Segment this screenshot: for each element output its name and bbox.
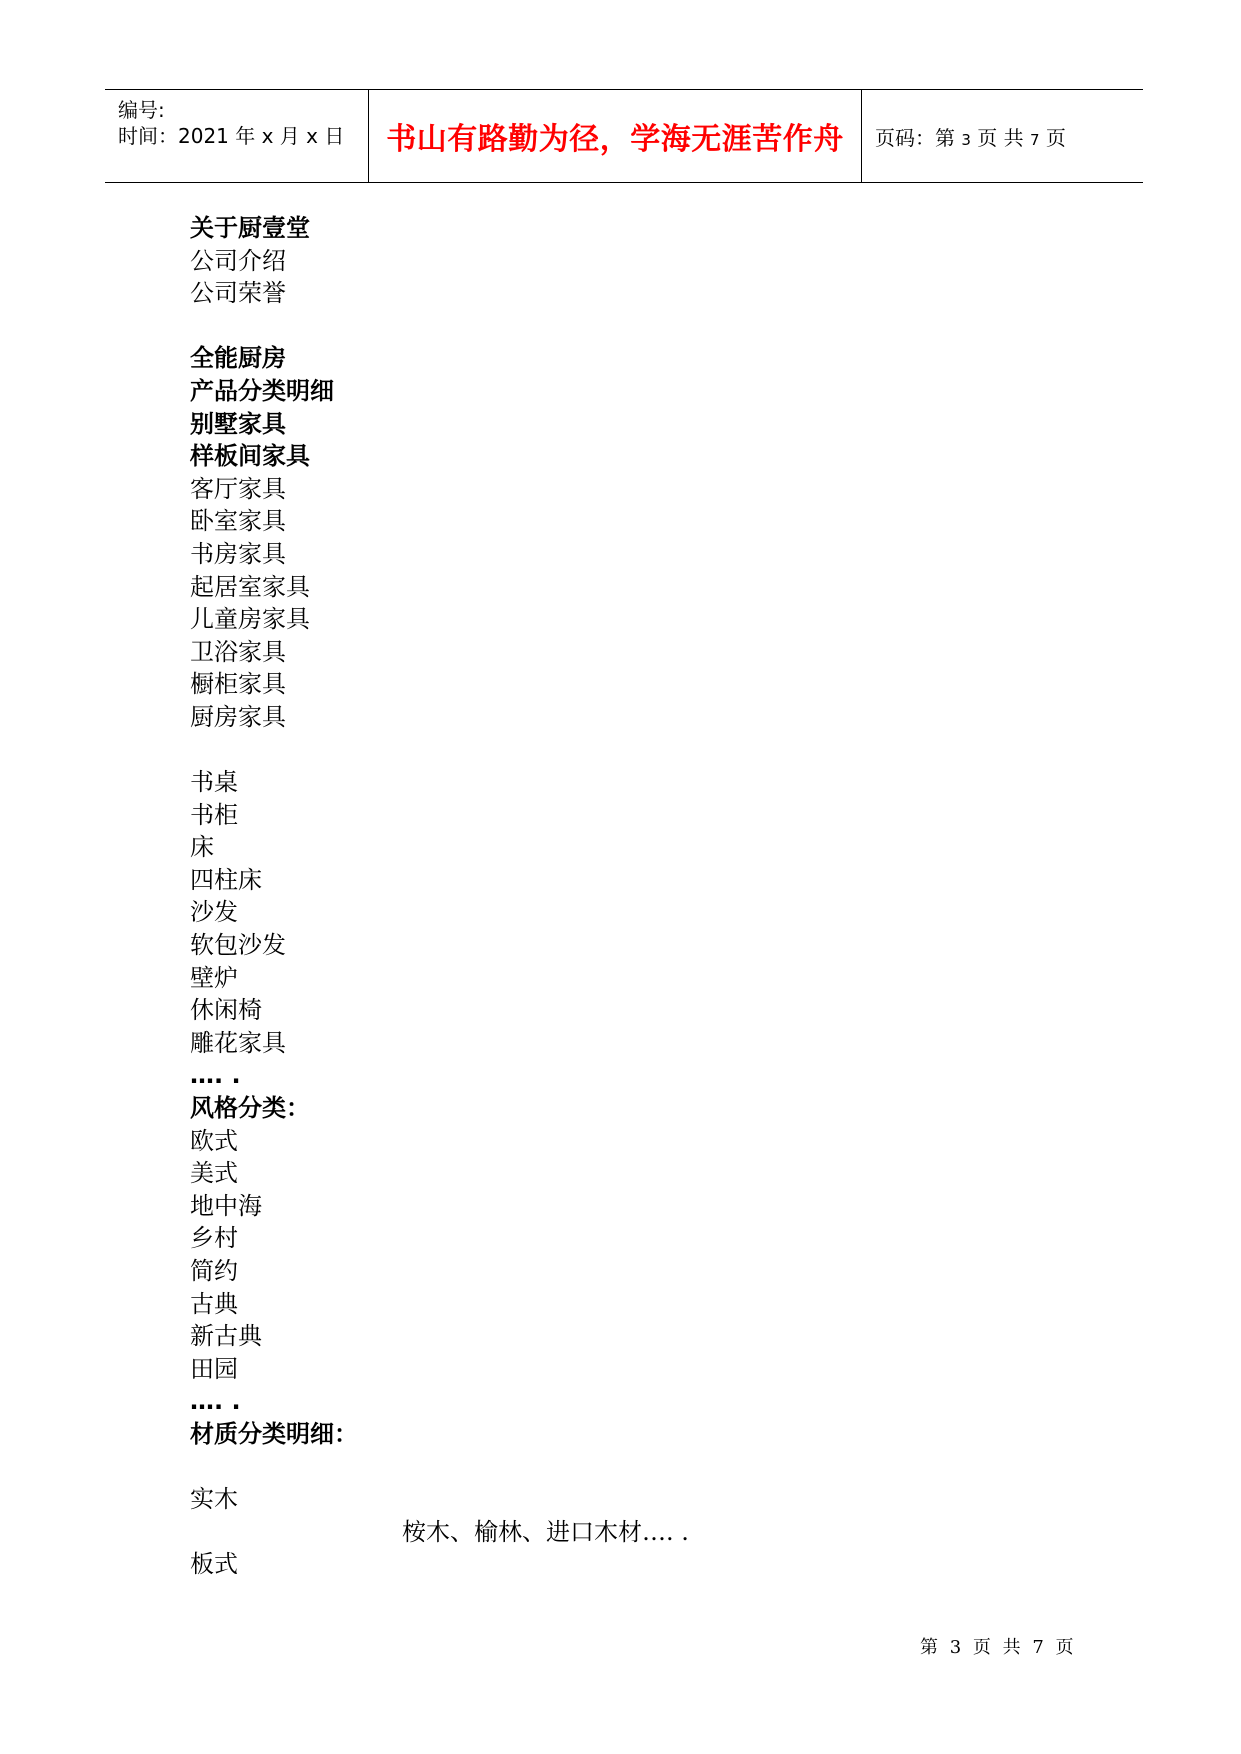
list-item: 儿童房家具 [190,605,310,634]
header-page-cell [862,90,1143,182]
list-item: 书房家具 [190,539,286,568]
material-title: 材质分类明细： [190,1419,358,1448]
section-title: 别墅家具 [190,409,286,438]
header-info-cell [105,90,369,182]
list-item: 田园 [190,1354,238,1383]
page-header [105,89,1143,183]
list-item: 软包沙发 [190,931,286,960]
ellipsis: …. . [190,1387,241,1416]
list-item: 美式 [190,1159,238,1188]
list-item: 书桌 [190,768,238,797]
spacer [190,1451,1090,1484]
about-title: 关于厨壹堂 [190,214,310,242]
list-item: 卫浴家具 [190,637,286,666]
list-item: 橱柜家具 [190,670,286,699]
list-item: 公司介绍 [190,246,286,275]
header-motto-cell [369,90,862,182]
document-body [190,212,1090,1581]
document-time-label: 时间：2021 年 x 月 x 日 [118,124,345,148]
list-item: 起居室家具 [190,572,310,601]
list-item: 板式 [190,1550,238,1579]
document-number-label: 编号: [118,98,165,122]
list-item: 沙发 [190,898,238,927]
list-item: 实木 [190,1485,238,1514]
page-prefix: 页码：第 [875,125,955,150]
list-item: 地中海 [190,1191,262,1220]
list-item: 公司荣誉 [190,279,286,308]
section-title: 全能厨房 [190,344,286,373]
page-total: 7 [1029,130,1040,149]
list-item: 新古典 [190,1322,262,1351]
section-title: 产品分类明细 [190,376,334,405]
page-suffix: 页 [1045,125,1066,150]
ellipsis: …. . [190,1061,241,1090]
list-item: 床 [190,833,214,862]
list-item: 四柱床 [190,865,262,894]
page-footer: 第 3 页 共 7 页 [920,1637,1074,1658]
list-item: 壁炉 [190,963,238,992]
page-mid: 页 共 [977,125,1024,150]
list-item: 古典 [190,1289,238,1318]
section-title: 样板间家具 [190,442,310,471]
spacer [190,310,1090,343]
list-item: 欧式 [190,1126,238,1155]
list-item: 客厅家具 [190,474,286,503]
list-item: 书柜 [190,800,238,829]
list-item: 厨房家具 [190,702,286,731]
list-item: 卧室家具 [190,507,286,536]
header-page-code [875,122,1066,151]
list-item: 雕花家具 [190,1028,286,1057]
style-title: 风格分类： [190,1094,310,1123]
page-current: 3 [961,130,971,149]
header-motto: 书山有路勤为径，学海无涯苦作舟 [386,122,844,157]
spacer [190,734,1090,767]
material-detail: 桉木、榆林、进口木材…. . [402,1517,689,1546]
list-item: 简约 [190,1257,238,1285]
list-item: 休闲椅 [190,996,262,1025]
list-item: 乡村 [190,1224,238,1253]
